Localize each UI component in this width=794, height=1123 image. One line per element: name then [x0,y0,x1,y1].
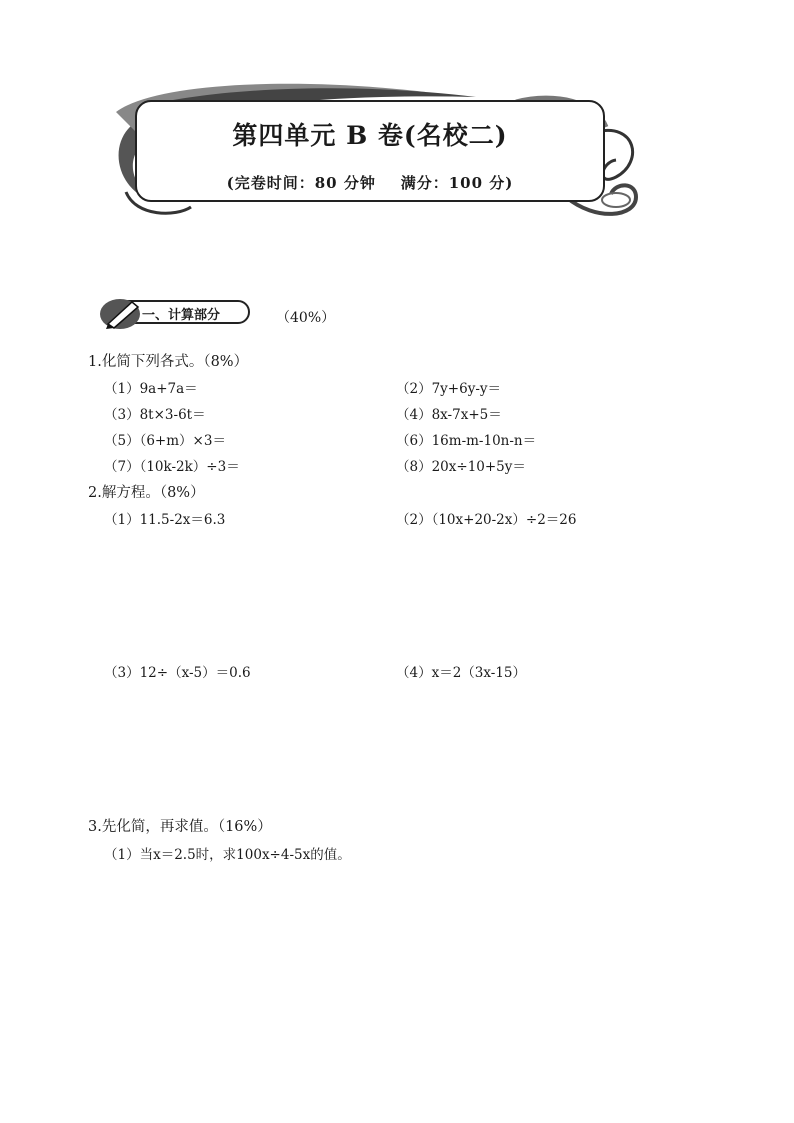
q1-item: （5）（6+m）×3＝ [104,433,226,449]
q2-item: （3）12÷（x-5）＝0.6 [104,665,251,681]
q1-item: （2）7y+6y-y＝ [396,381,502,397]
q3-item: （1）当x＝2.5时，求100x÷4-5x的值。 [104,847,351,863]
title-box [135,100,605,202]
q1-item: （4）8x-7x+5＝ [396,407,502,423]
section-percent: （40%） [276,310,336,326]
q2-item: （2）（10x+20-2x）÷2＝26 [396,512,577,528]
question-3-title: 3.先化简，再求值。（16%） [88,819,272,835]
question-1-title: 1.化简下列各式。（8%） [88,354,249,370]
q2-item: （1）11.5-2x＝6.3 [104,512,226,528]
q1-item: （7）（10k-2k）÷3＝ [104,459,240,475]
q2-item: （4）x＝2（3x-15） [396,665,526,681]
question-2-title: 2.解方程。（8%） [88,485,205,501]
section-badge [98,296,258,330]
page-title: 第四单元 B 卷(名校二) [232,121,508,150]
q1-item: （6）16m-m-10n-n＝ [396,433,537,449]
q1-item: （1）9a+7a＝ [104,381,198,397]
section-label: 一、计算部分 [142,308,221,323]
q1-item: （8）20x÷10+5y＝ [396,459,526,475]
exam-time-score: (完卷时间：80 分钟 满分：100 分) [226,174,514,192]
q1-item: （3）8t×3-6t＝ [104,407,206,423]
